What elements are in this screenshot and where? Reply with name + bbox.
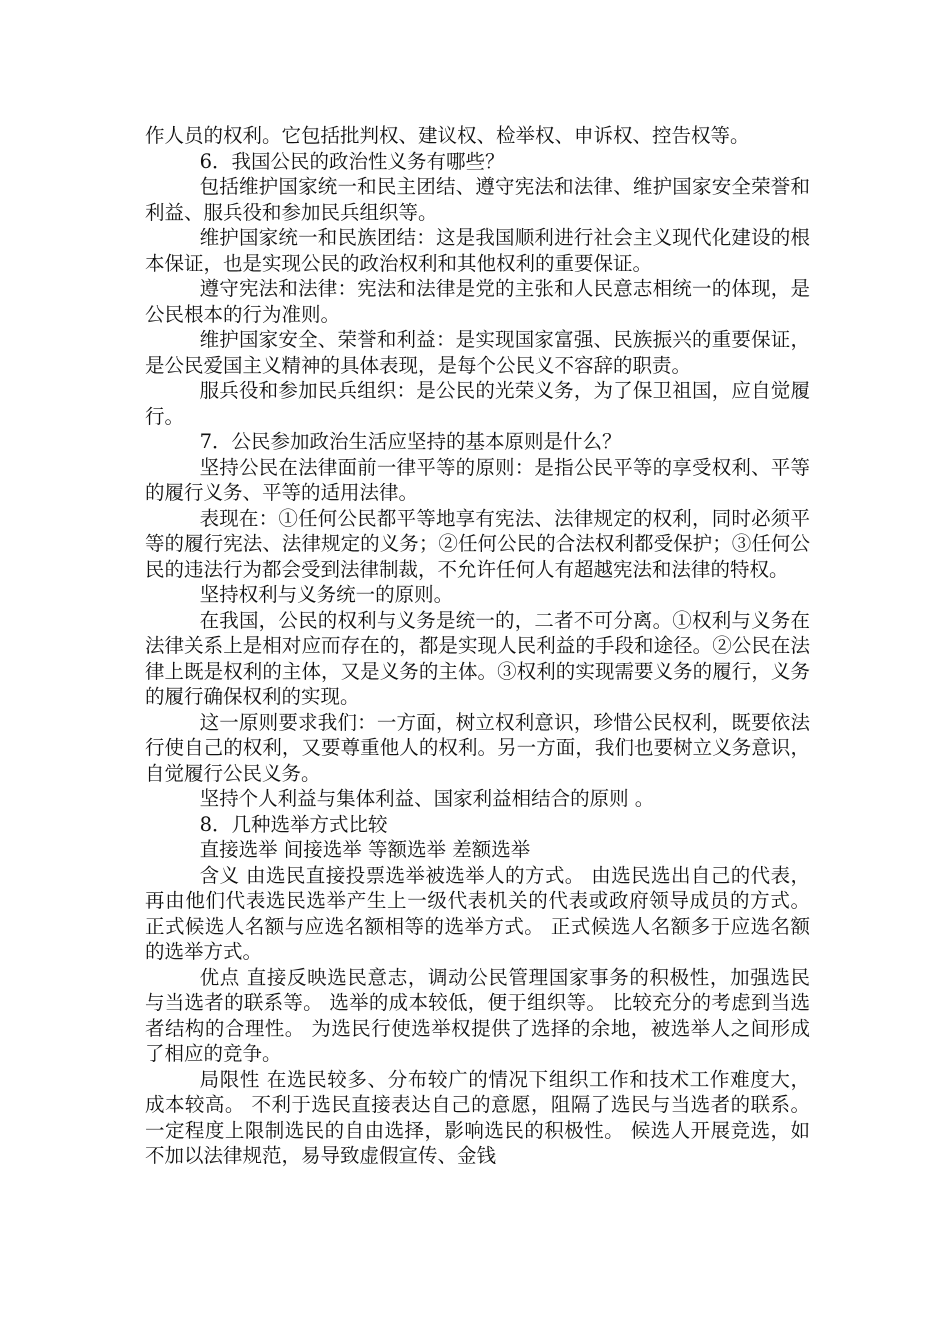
paragraph: 坚持公民在法律面前一律平等的原则：是指公民平等的享受权利、平等的履行义务、平等的适用法律。 bbox=[145, 455, 810, 504]
paragraph: 表现在：①任何公民都平等地享有宪法、法律规定的权利，同时必须平等的履行宪法、法律规定的义务；②任何公民的合法权利都受保护；③任何公民的违法行为都会受到法律制裁，不允许任何人有超越宪法和法律的特权。 bbox=[145, 506, 810, 581]
question-6-heading: 6．我国公民的政治性义务有哪些？ bbox=[199, 149, 505, 173]
paragraph: 遵守宪法和法律：宪法和法律是党的主张和人民意志相统一的体现，是公民根本的行为准则。 bbox=[145, 277, 810, 326]
comparison-row-meaning: 含义 由选民直接投票选举被选举人的方式。 由选民选出自己的代表，再由他们代表选民选举产生上一级代表机关的代表或政府领导成员的方式。 正式候选人名额与应选名额相等的选举方式。 正式候选人名额多于应选名额的选举方式。 bbox=[145, 863, 810, 963]
paragraph: 服兵役和参加民兵组织：是公民的光荣义务，为了保卫祖国，应自觉履行。 bbox=[145, 379, 810, 428]
paragraph: 在我国，公民的权利与义务是统一的，二者不可分离。①权利与义务在法律关系上是相对应而存在的，都是实现人民利益的手段和途径。②公民在法律上既是权利的主体，又是义务的主体。③权利的实现需要义务的履行，义务的履行确保权利的实现。 bbox=[145, 608, 810, 708]
paragraph: 这一原则要求我们：一方面，树立权利意识，珍惜公民权利，既要依法行使自己的权利，又要尊重他人的权利。另一方面，我们也要树立义务意识，自觉履行公民义务。 bbox=[145, 710, 810, 785]
paragraph: 维护国家统一和民族团结：这是我国顺利进行社会主义现代化建设的根本保证，也是实现公民的政治权利和其他权利的重要保证。 bbox=[145, 226, 810, 275]
paragraph: 坚持个人利益与集体利益、国家利益相结合的原则 。 bbox=[199, 787, 655, 810]
document-body bbox=[145, 123, 810, 1169]
paragraph-continuation: 作人员的权利。它包括批判权、建议权、检举权、申诉权、控告权等。 bbox=[145, 124, 750, 147]
paragraph: 坚持权利与义务统一的原则。 bbox=[199, 583, 454, 606]
question-7-heading: 7．公民参加政治生活应坚持的基本原则是什么？ bbox=[199, 430, 622, 453]
comparison-row-advantages: 优点 直接反映选民意志，调动公民管理国家事务的积极性，加强选民与当选者的联系等。 选举的成本较低，便于组织等。 比较充分的考虑到当选者结构的合理性。 为选民行使选举权提供了选择的余地，被选举人之间形成了相应的竞争。 bbox=[145, 965, 810, 1065]
paragraph: 维护国家安全、荣誉和利益：是实现国家富强、民族振兴的重要保证，是公民爱国主义精神的具体表现，是每个公民义不容辞的职责。 bbox=[145, 328, 810, 377]
comparison-header-row: 直接选举 间接选举 等额选举 差额选举 bbox=[199, 838, 531, 861]
comparison-row-limitations: 局限性 在选民较多、分布较广的情况下组织工作和技术工作难度大，成本较高。 不利于选民直接表达自己的意愿，阻隔了选民与当选者的联系。 一定程度上限制选民的自由选择，影响选民的积极性。 候选人开展竞选，如不加以法律规范，易导致虚假宣传、金钱 bbox=[145, 1067, 810, 1167]
question-8-heading: 8．几种选举方式比较 bbox=[199, 812, 388, 836]
paragraph: 包括维护国家统一和民主团结、遵守宪法和法律、维护国家安全荣誉和利益、服兵役和参加民兵组织等。 bbox=[145, 175, 810, 224]
